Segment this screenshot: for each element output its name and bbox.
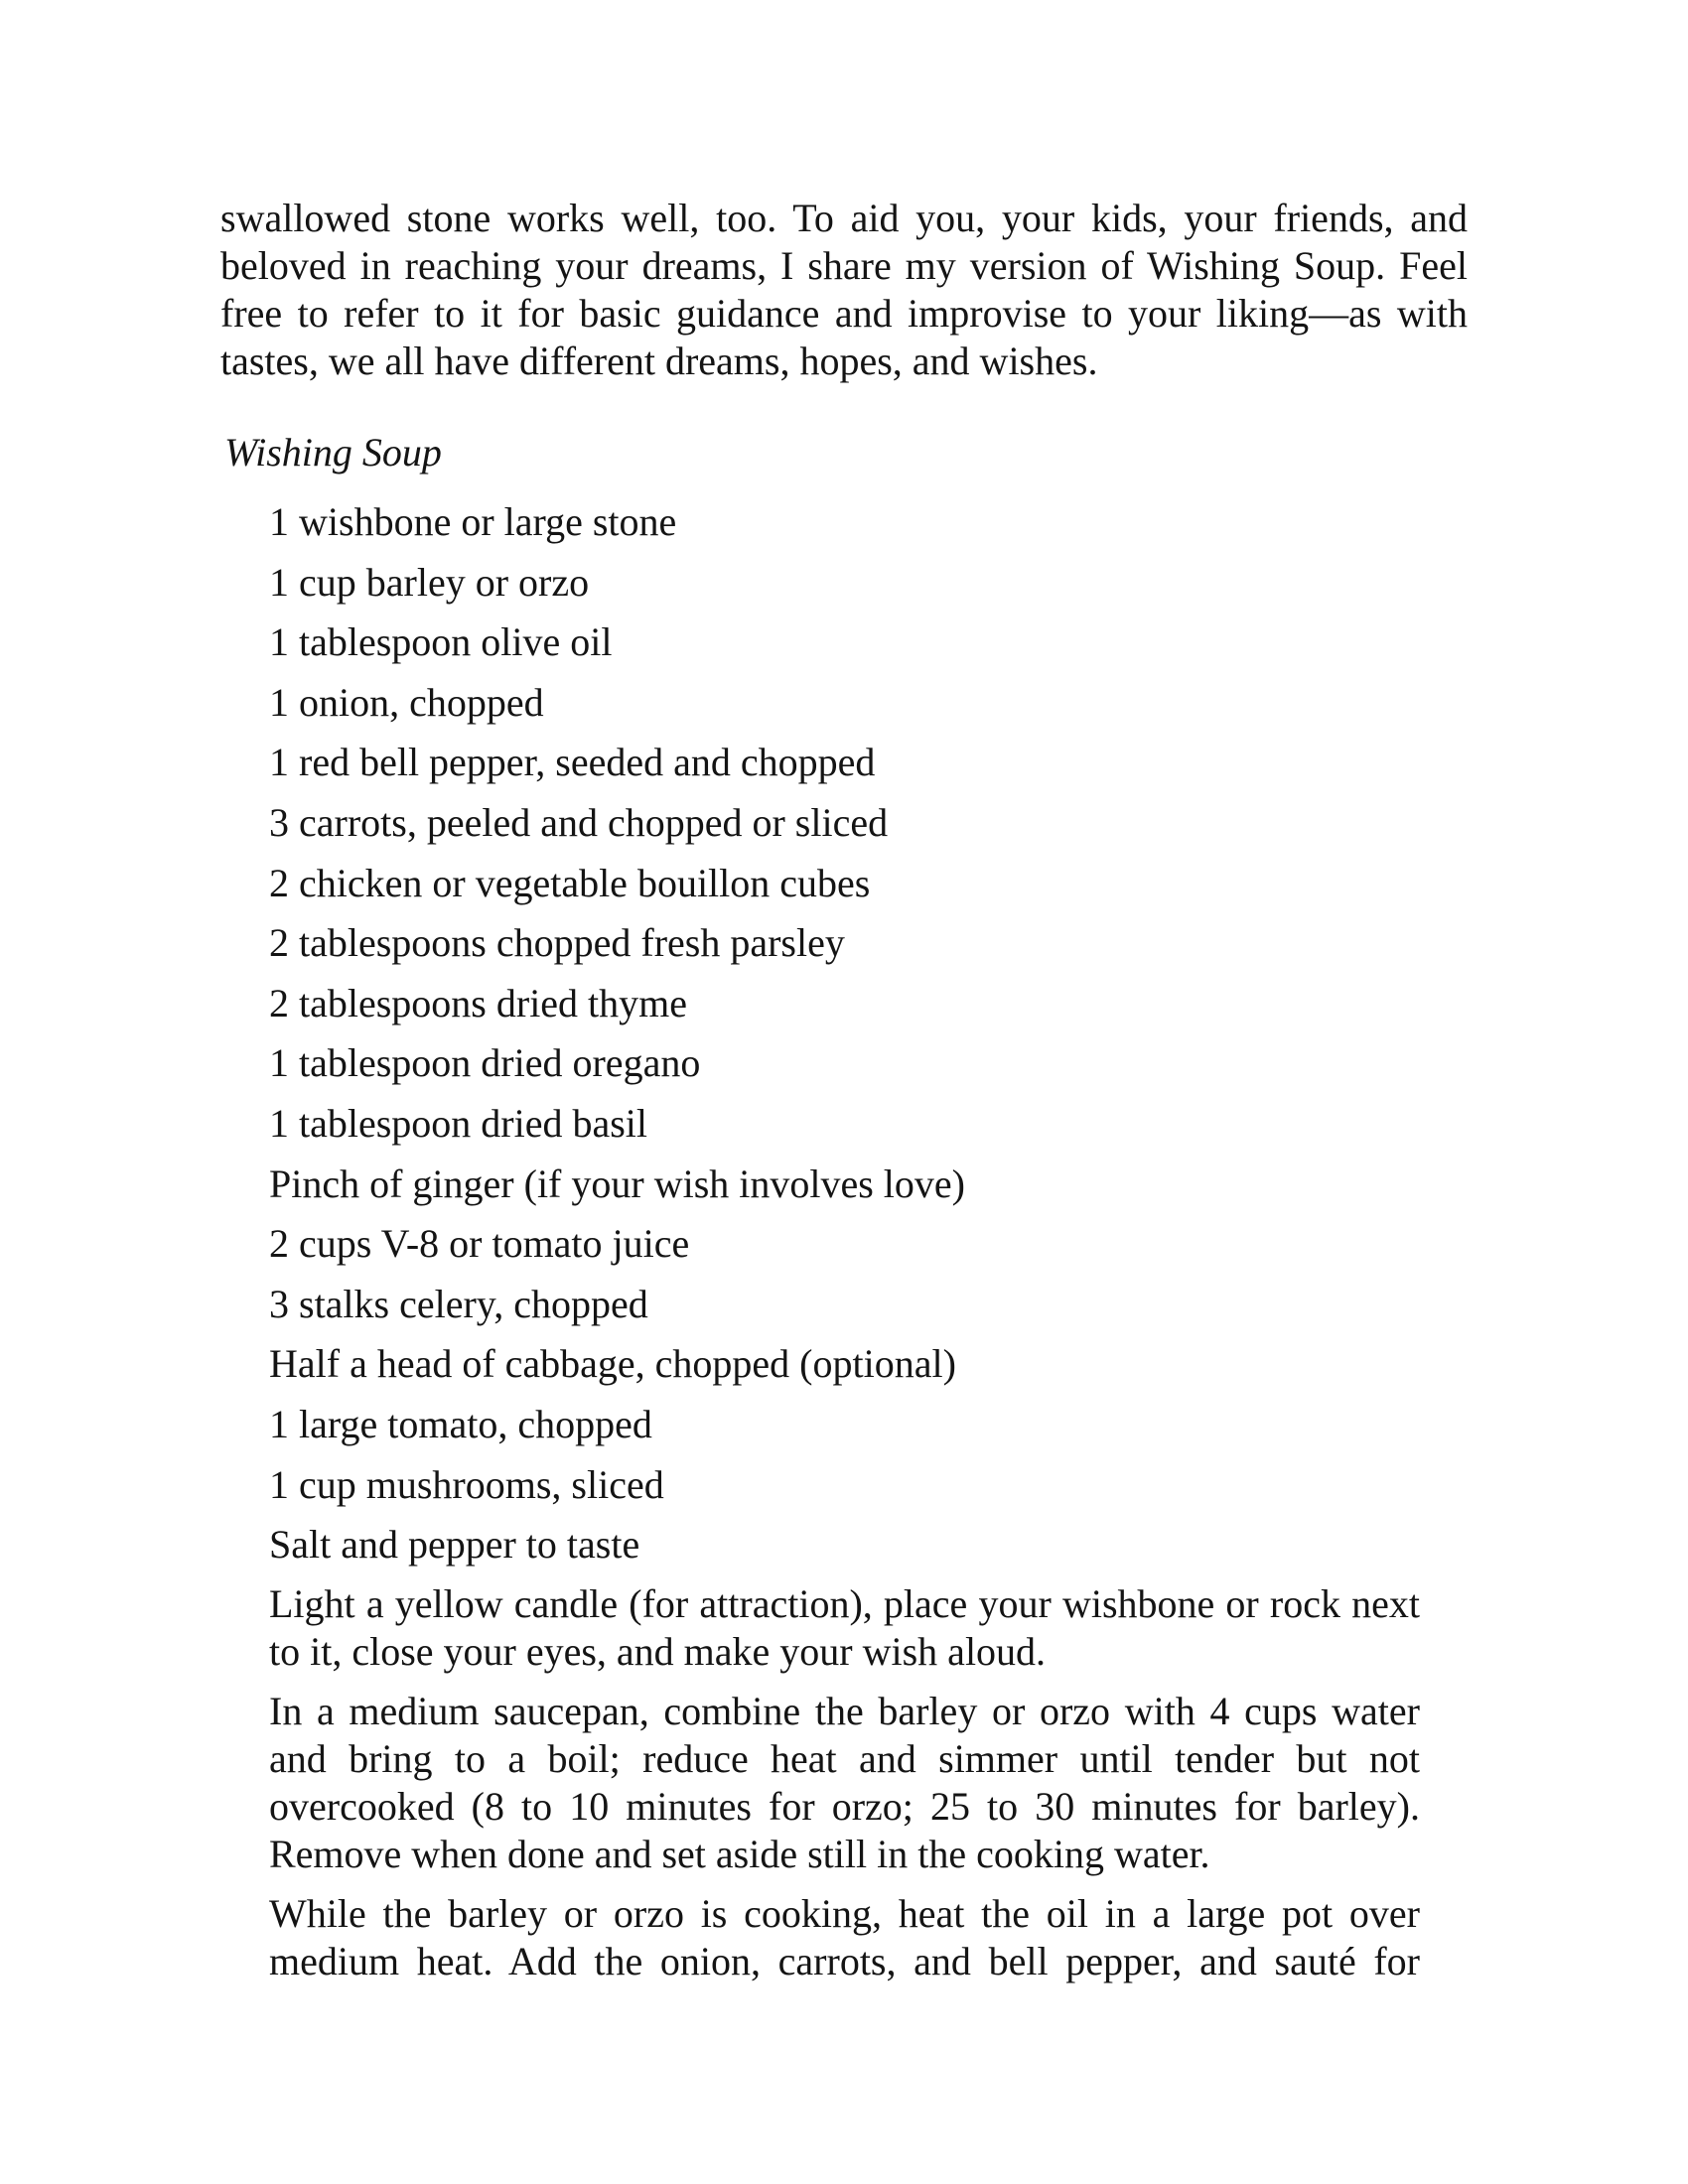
ingredient-list	[269, 498, 965, 1581]
ingredient-item: 1 tablespoon dried oregano	[269, 1040, 701, 1086]
ingredient-item: 1 cup mushrooms, sliced	[269, 1461, 664, 1507]
step-paragraph: In a medium saucepan, combine the barley or orzo with 4 cups water and bring to a boil; reduce heat and simmer until tender but not overcooked (8 to 10 minutes for orzo; 25 to 30 minutes for barley). Remove when done and set aside still in the cooking water.	[269, 1689, 1420, 1876]
ingredient-item: Pinch of ginger (if your wish involves love)	[269, 1160, 965, 1206]
ingredient-item: Half a head of cabbage, chopped (optional)	[269, 1341, 956, 1387]
ingredient-item: Salt and pepper to taste	[269, 1522, 640, 1568]
step-paragraph: While the barley or orzo is cooking, heat the oil in a large pot over medium heat. Add the onion, carrots, and bell pepper, and sauté for	[269, 1891, 1420, 1983]
ingredient-item: 3 stalks celery, chopped	[269, 1281, 648, 1326]
ingredient-item: 1 tablespoon dried basil	[269, 1100, 648, 1146]
ingredient-item: 1 tablespoon olive oil	[269, 619, 613, 665]
recipe-title: Wishing Soup	[224, 430, 442, 475]
recipe-steps	[269, 1580, 1420, 1997]
ingredient-item: 1 large tomato, chopped	[269, 1401, 652, 1446]
ingredient-item: 1 cup barley or orzo	[269, 559, 590, 605]
step-paragraph: Light a yellow candle (for attraction), place your wishbone or rock next to it, close your eyes, and make your wish aloud.	[269, 1581, 1420, 1674]
ingredient-item: 2 cups V-8 or tomato juice	[269, 1221, 690, 1267]
ingredient-item: 2 chicken or vegetable bouillon cubes	[269, 860, 871, 905]
ingredient-item: 1 onion, chopped	[269, 679, 544, 725]
ingredient-item: 1 red bell pepper, seeded and chopped	[269, 740, 876, 785]
ingredient-item: 3 carrots, peeled and chopped or sliced	[269, 799, 889, 845]
ingredient-item: 1 wishbone or large stone	[269, 499, 677, 544]
ingredient-item: 2 tablespoons dried thyme	[269, 980, 688, 1025]
ingredient-item: 2 tablespoons chopped fresh parsley	[269, 920, 845, 966]
intro-paragraph: swallowed stone works well, too. To aid you, your kids, your friends, and beloved in reaching your dreams, I share my version of Wishing Soup. Feel free to refer to it for basic guidance and improvise to your liking—as with tastes, we all have different dreams, hopes, and wishes.	[220, 196, 1468, 383]
